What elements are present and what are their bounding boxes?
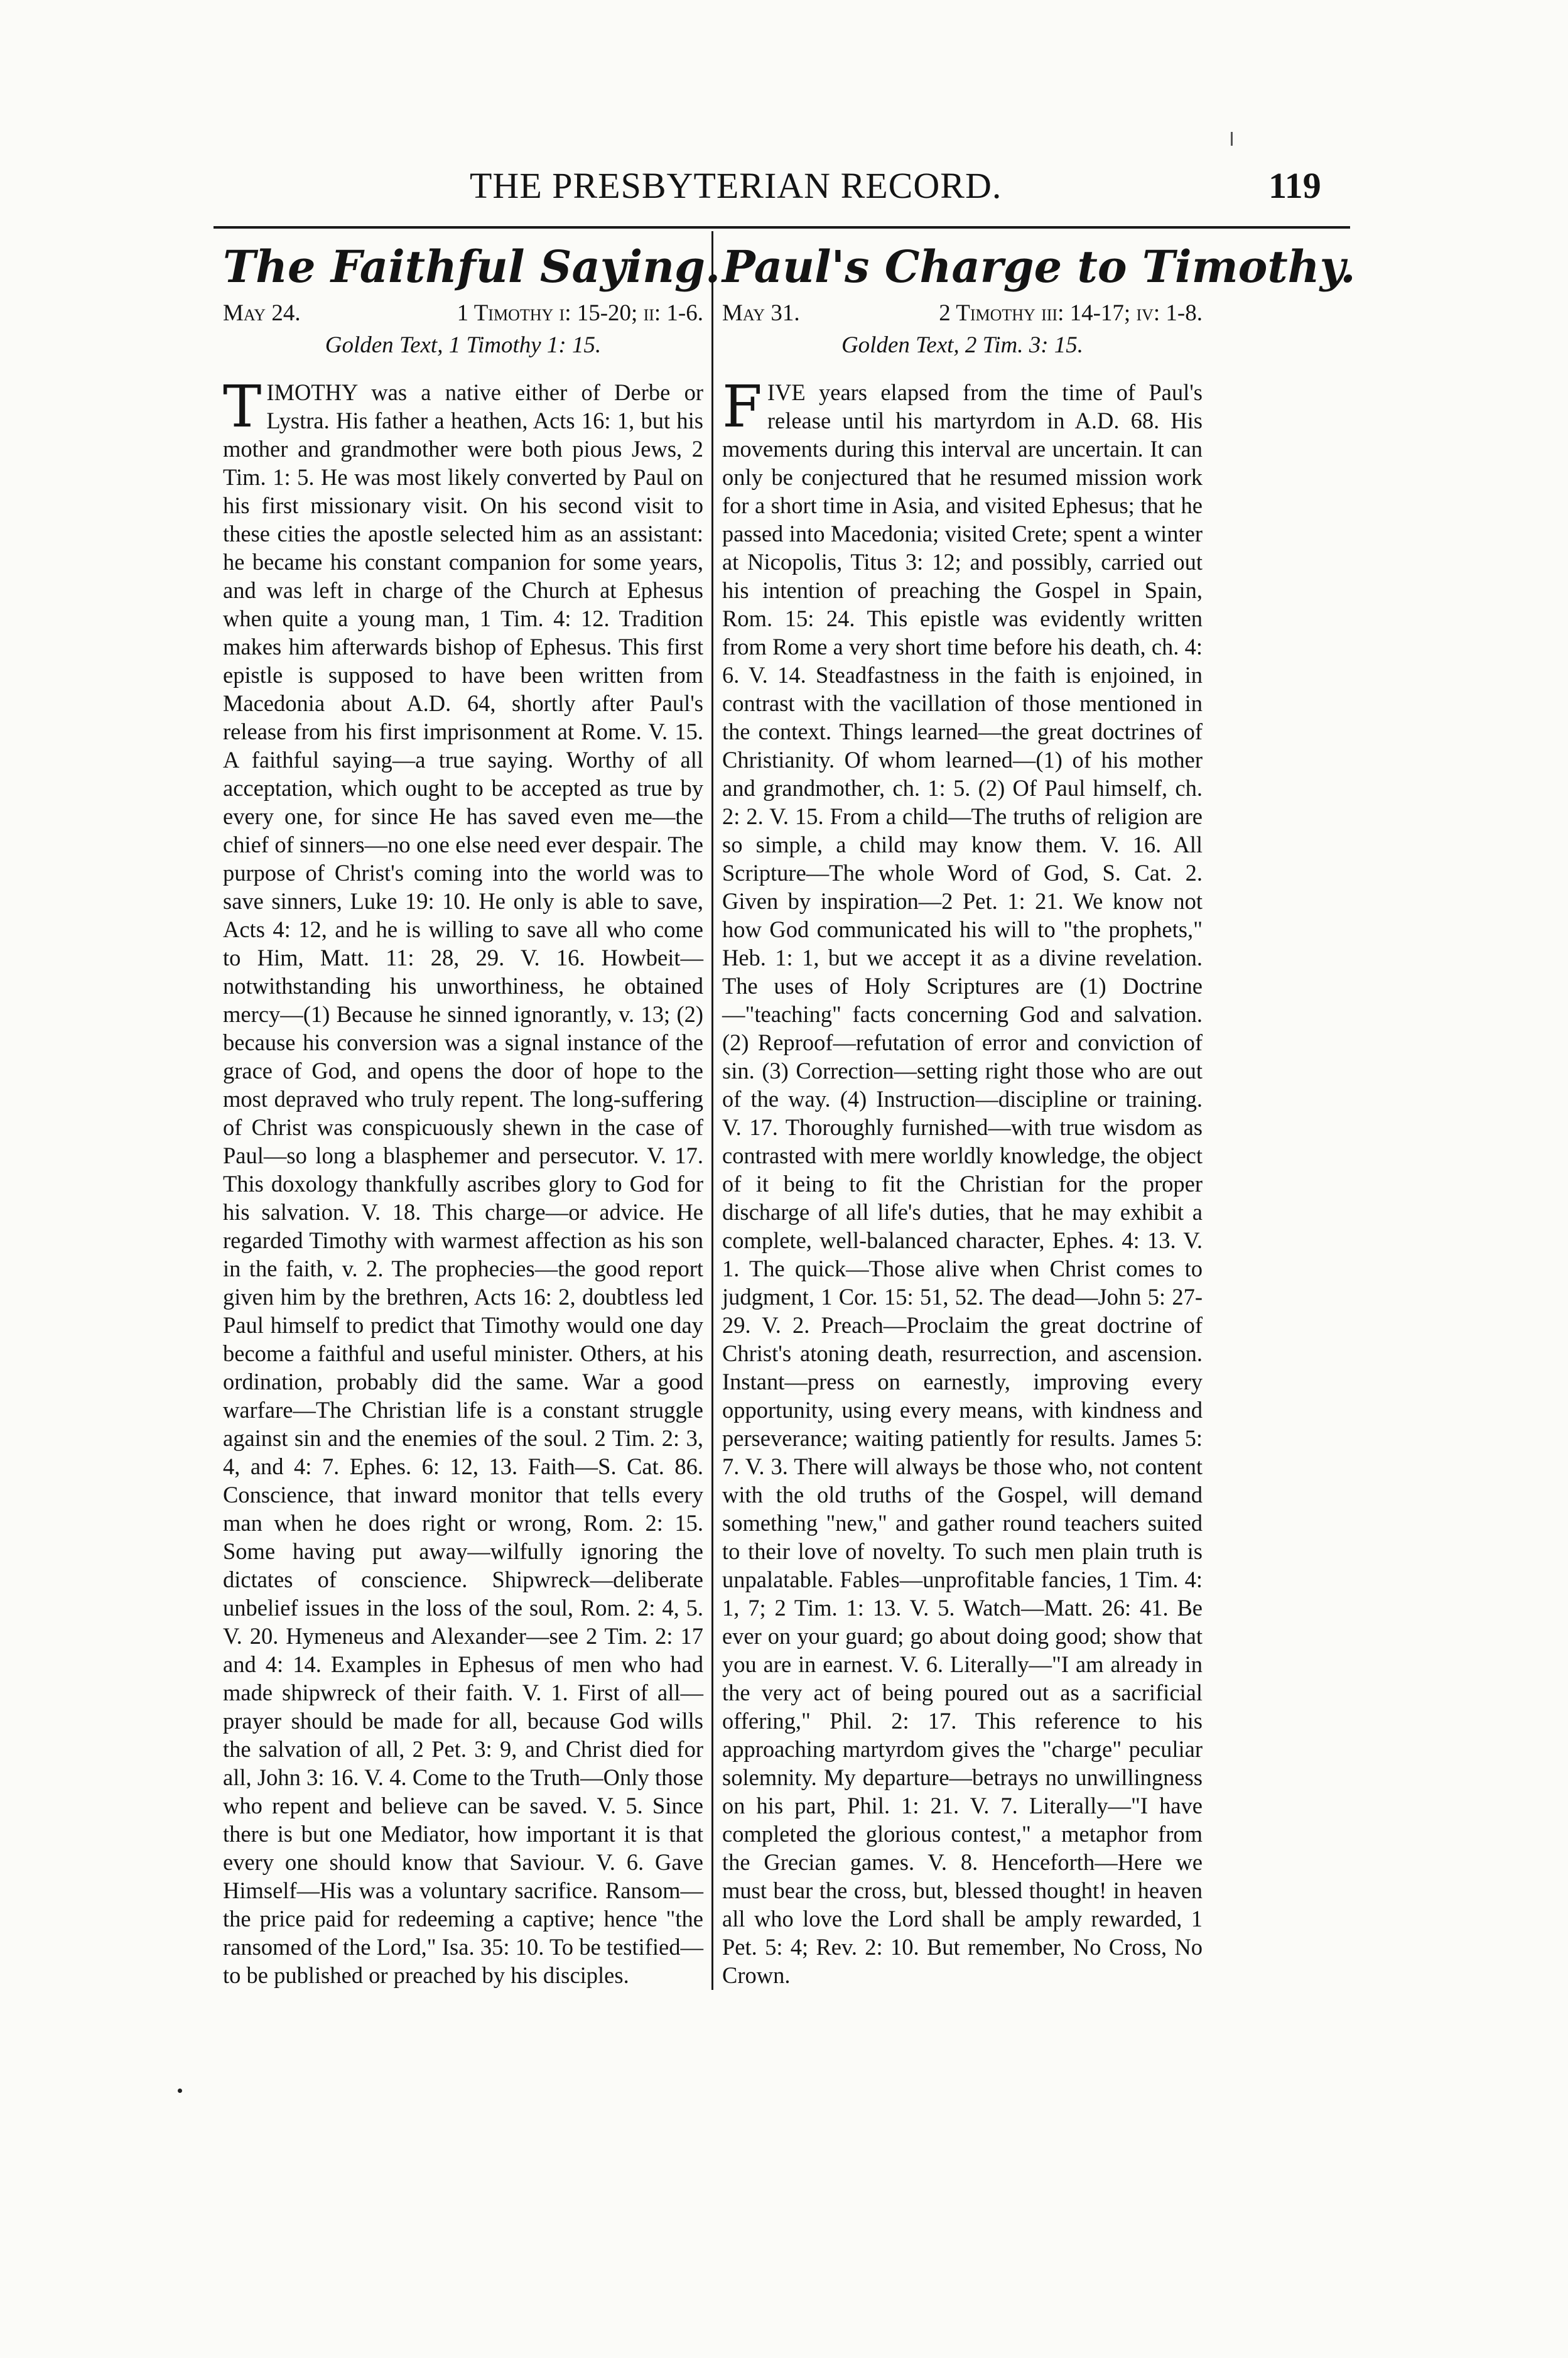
lesson-body-text: IMOTHY was a native either of Derbe or Lystra. His father a heathen, Acts 16: 1, but his mother and grandmother were both pious Jews, 2 Tim. 1: 5. He was most likely converted by Paul on his first missionary visit. On his second visit to these cities the apostle selected him as an assistant: he became his constant companion for some years, and was left in charge of the Church at Ephesus when quite a young man, 1 Tim. 4: 12. Tradition makes him afterwards bishop of Ephesus. This first epistle is supposed to have been written from Macedonia about A.D. 64, shortly after Paul's release from his first imprisonment at Rome. V. 15. A faithful saying—a true saying. Worthy of all acceptation, which ought to be accepted as true by every one, for since He has saved even me—the chief of sinners—no one else need ever despair. The purpose of Christ's coming into the world was to save sinners, Luke 19: 10. He only is able to save, Acts 4: 12, and he is willing to save all who come to Him, Matt. 11: 28, 29. V. 16. Howbeit—notwithstanding his unworthiness, he obtained mercy—(1) Because he sinned ignorantly, v. 13; (2) because his conversion was a signal instance of the grace of God, and opens the door of hope to the most depraved who truly repent. The long-suffering of Christ was conspicuously shewn in the case of Paul—so long a blasphemer and persecutor. V. 17. This doxology thankfully ascribes glory to God for his salvation. V. 18. This charge—or advice. He regarded Timothy with warmest affection as his son in the faith, v. 2. The prophecies—the good report given him by the brethren, Acts 16: 2, doubtless led Paul himself to predict that Timothy would one day become a faithful and useful minister. Others, at his ordination, probably did the same. War a good warfare—The Christian life is a constant struggle against sin and the enemies of the soul. 2 Tim. 2: 3, 4, and 4: 7. Ephes. 6: 12, 13. Faith—S. Cat. 86. Conscience, that inward monitor that tells every man when he does right or wrong, Rom. 2: 15. Some having put away—wilfully ignoring the dictates of conscience. Shipwreck—deliberate unbelief issues in the loss of the soul, Rom. 2: 4, 5. V. 20. Hymeneus and Alexander—see 2 Tim. 2: 17 and 4: 14. Examples in Ephesus of men who had made shipwreck of their faith. V. 1. First of all—prayer should be made for all, because God wills the salvation of all, 2 Pet. 3: 9, and Christ died for all, John 3: 16. V. 4. Come to the Truth—Only those who repent and believe can be saved. V. 5. Since there is but one Mediator, how important it is that every one should know that Saviour. V. 6. Gave Himself—His was a voluntary sacrifice. Ransom—the price paid for redeeming a captive; hence "the ransomed of the Lord," Isa. 35: 10. To be testified—to be published or preached by his disciples. — [223, 379, 703, 1988]
lesson-column-right — [722, 239, 1356, 1989]
header-rule — [214, 226, 1350, 229]
page-number: 119 — [1268, 165, 1321, 206]
running-head: THE PRESBYTERIAN RECORD. — [470, 165, 1002, 206]
print-mark — [1231, 132, 1233, 146]
golden-text: Golden Text, 2 Tim. 3: 15. — [841, 332, 1084, 358]
lesson-title: Paul's Charge to Timothy. — [722, 241, 1356, 293]
lesson-reference: 2 Timothy iii: 14-17; iv: 1-8. — [939, 300, 1203, 326]
golden-text: Golden Text, 1 Timothy 1: 15. — [325, 332, 602, 358]
lesson-meta — [722, 298, 1203, 329]
print-speck — [178, 2089, 182, 2093]
drop-cap: F — [722, 373, 762, 440]
lesson-body — [722, 373, 1203, 1989]
lesson-body-text: IVE years elapsed from the time of Paul's release until his martyrdom in A.D. 68. His movements during this interval are uncertain. It can only be conjectured that he resumed mission work for a short time in Asia, and visited Ephesus; that he passed into Macedonia; visited Crete; spent a winter at Nicopolis, Titus 3: 12; and possibly, carried out his intention of preaching the Gospel in Spain, Rom. 15: 24. This epistle was evidently written from Rome a very short time before his death, ch. 4: 6. V. 14. Steadfastness in the faith is enjoined, in contrast with the vacillation of those mentioned in the context. Things learned—the great doctrines of Christianity. Of whom learned—(1) of his mother and grandmother, ch. 1: 5. (2) Of Paul himself, ch. 2: 2. V. 15. From a child—The truths of religion are so simple, a child may know them. V. 16. All Scripture—The whole Word of God, S. Cat. 2. Given by inspiration—2 Pet. 1: 21. We know not how God communicated his will to "the prophets," Heb. 1: 1, but we accept it as a divine revelation. The uses of Holy Scriptures are (1) Doctrine—"teaching" facts concerning God and salvation. (2) Reproof—refutation of error and conviction of sin. (3) Correction—setting right those who are out of the way. (4) Instruction—discipline or training. V. 17. Thoroughly furnished—with true wisdom as contrasted with mere worldly knowledge, the object of it being to fit the Christian for the proper discharge of all life's duties, that he may exhibit a complete, well-balanced character, Ephes. 4: 13. V. 1. The quick—Those alive when Christ comes to judgment, 1 Cor. 15: 51, 52. The dead—John 5: 27-29. V. 2. Preach—Proclaim the great doctrine of Christ's atoning death, resurrection, and ascension. Instant—press on earnestly, improving every opportunity, using every means, with kindness and perseverance; waiting patiently for results. James 5: 7. V. 3. There will always be those who, not content with the old truths of the Gospel, will demand something "new," and gather round teachers suited to their love of novelty. To such men plain truth is unpalatable. Fables—unprofitable fancies, 1 Tim. 4: 1, 7; 2 Tim. 1: 13. V. 5. Watch—Matt. 26: 41. Be ever on your guard; go about doing good; show that you are in earnest. V. 6. Literally—"I am already in the very act of being poured out as a sacrificial offering," Phil. 2: 17. This reference to his approaching martyrdom gives the "charge" peculiar solemnity. My departure—betrays no unwillingness on his part, Phil. 1: 21. V. 7. Literally—"I have completed the glorious contest," a metaphor from the Grecian games. V. 8. Henceforth—Here we must bear the cross, but, blessed thought! in heaven all who love the Lord shall be amply rewarded, 1 Pet. 5: 4; Rev. 2: 10. But remember, No Cross, No Crown. — [722, 379, 1203, 1988]
column-divider — [711, 231, 713, 1990]
lesson-title: The Faithful Saying. — [223, 241, 721, 293]
lesson-date: May 31. — [722, 300, 800, 326]
drop-cap: T — [223, 373, 262, 440]
lesson-body — [223, 373, 703, 1989]
lesson-column-left — [223, 239, 721, 1989]
lesson-date: May 24. — [223, 300, 301, 326]
lesson-reference: 1 Timothy i: 15-20; ii: 1-6. — [457, 300, 703, 326]
lesson-meta — [223, 298, 703, 329]
